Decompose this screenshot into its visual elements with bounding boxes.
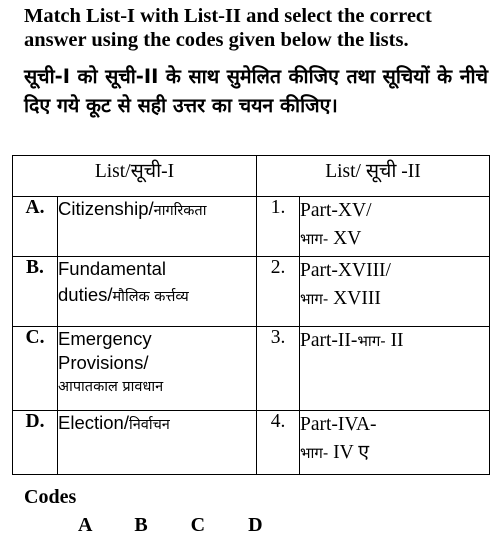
table-header-row bbox=[13, 156, 490, 197]
list1-item-hindi: मौलिक कर्त्तव्य bbox=[112, 289, 189, 305]
list2-item-hindi: भाग- bbox=[300, 290, 329, 308]
question-text-english: Match List-I with List-II and select the correct answer using the codes given below the lists. bbox=[24, 5, 432, 51]
list1-item-text-2: duties/ bbox=[58, 284, 113, 305]
header-list-1: List/सूची-I bbox=[13, 156, 257, 197]
codes-label: Codes bbox=[24, 486, 77, 508]
question-text-hindi: सूची-I को सूची-II के साथ सुमेलित कीजिए तथा सूचियों के नीचे दिए गये कूट से सही उत्तर का चयन कीजिए। bbox=[24, 65, 488, 117]
list2-item-text-2: XV bbox=[328, 228, 362, 249]
list1-item-hindi: आपातकाल प्रावधान bbox=[58, 379, 164, 395]
list1-item-text-2: Provisions/ bbox=[58, 352, 149, 373]
row-letter: C. bbox=[13, 327, 58, 411]
list2-item-text: Part-II- bbox=[300, 330, 358, 351]
list1-item bbox=[58, 257, 257, 327]
row-letter: A. bbox=[13, 197, 58, 257]
list1-item-hindi: नागरिकता bbox=[153, 203, 207, 219]
list2-item bbox=[300, 257, 490, 327]
list2-item-hindi: भाग- bbox=[300, 444, 329, 462]
table-row bbox=[13, 411, 490, 475]
list2-item-text: Part-IVA- bbox=[300, 414, 377, 435]
list2-item-hindi: भाग- bbox=[300, 230, 329, 248]
list2-item bbox=[300, 327, 490, 411]
row-number: 3. bbox=[257, 327, 300, 411]
list1-item-text: Fundamental bbox=[58, 258, 166, 279]
list2-item-text: Part-XV/ bbox=[300, 200, 372, 221]
list1-item-text: Election/ bbox=[58, 412, 129, 433]
row-number: 2. bbox=[257, 257, 300, 327]
row-number: 1. bbox=[257, 197, 300, 257]
list1-item-text: Emergency bbox=[58, 328, 152, 349]
row-letter: B. bbox=[13, 257, 58, 327]
codes-letters: A B C D bbox=[78, 514, 263, 536]
table-row bbox=[13, 327, 490, 411]
row-number: 4. bbox=[257, 411, 300, 475]
table-row bbox=[13, 197, 490, 257]
list2-item-text-2: IV ए bbox=[328, 442, 370, 463]
list2-item bbox=[300, 411, 490, 475]
list2-item-text-2: II bbox=[385, 330, 404, 351]
list1-item bbox=[58, 327, 257, 411]
list1-item bbox=[58, 197, 257, 257]
list2-item bbox=[300, 197, 490, 257]
list1-item bbox=[58, 411, 257, 475]
row-letter: D. bbox=[13, 411, 58, 475]
header-list-2: List/ सूची -II bbox=[257, 156, 490, 197]
list1-item-hindi: निर्वाचन bbox=[128, 417, 170, 433]
list1-item-text: Citizenship/ bbox=[58, 198, 154, 219]
list2-item-text: Part-XVIII/ bbox=[300, 260, 391, 281]
list2-item-hindi: भाग- bbox=[357, 332, 386, 350]
list2-item-text-2: XVIII bbox=[328, 288, 381, 309]
match-table bbox=[12, 155, 490, 475]
table-row bbox=[13, 257, 490, 327]
